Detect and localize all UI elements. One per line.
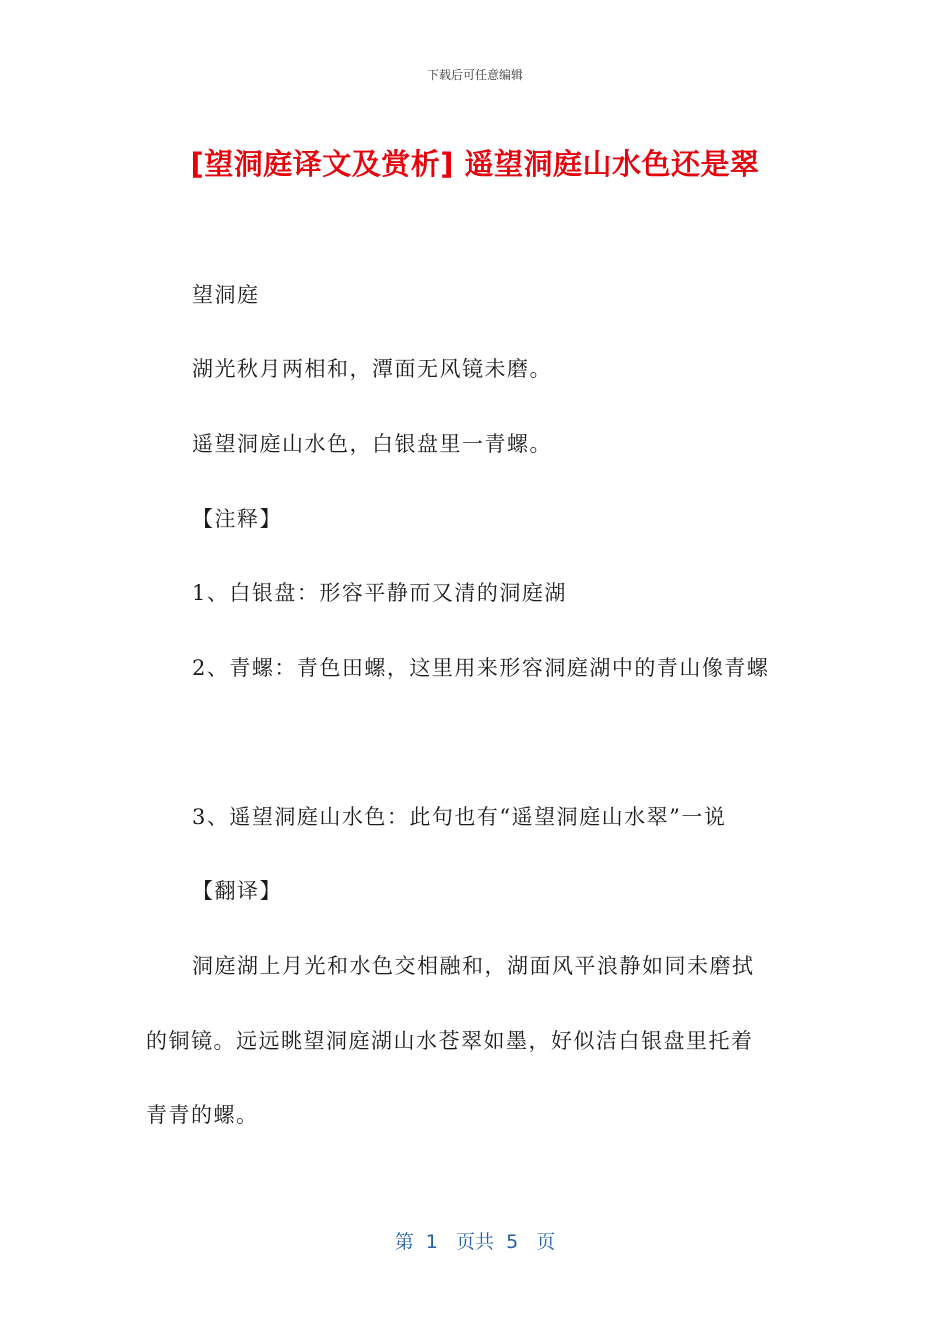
translation-heading: 【翻译】 xyxy=(192,879,282,903)
translation-line-3: 青青的螺。 xyxy=(146,1103,259,1127)
notes-heading: 【注释】 xyxy=(192,507,282,531)
poem-line-2: 遥望洞庭山水色，白银盘里一青螺。 xyxy=(192,432,552,456)
note-item-1: 1、白银盘：形容平静而又清的洞庭湖 xyxy=(192,581,567,605)
page-title: [望洞庭译文及赏析] 遥望洞庭山水色还是翠 xyxy=(190,147,760,181)
page-footer: 第 1 页共 5 页 xyxy=(394,1231,556,1253)
translation-line-1: 洞庭湖上月光和水色交相融和，湖面风平浪静如同未磨拭 xyxy=(192,954,755,978)
poem-heading: 望洞庭 xyxy=(192,283,260,307)
poem-line-1: 湖光秋月两相和，潭面无风镜未磨。 xyxy=(192,357,552,381)
translation-line-2: 的铜镜。远远眺望洞庭湖山水苍翠如墨，好似洁白银盘里托着 xyxy=(146,1029,754,1053)
header-note: 下载后可任意编辑 xyxy=(426,68,523,82)
note-item-2: 2、青螺：青色田螺，这里用来形容洞庭湖中的青山像青螺 xyxy=(192,656,770,680)
note-item-3: 3、遥望洞庭山水色：此句也有“遥望洞庭山水翠”一说 xyxy=(192,805,727,829)
